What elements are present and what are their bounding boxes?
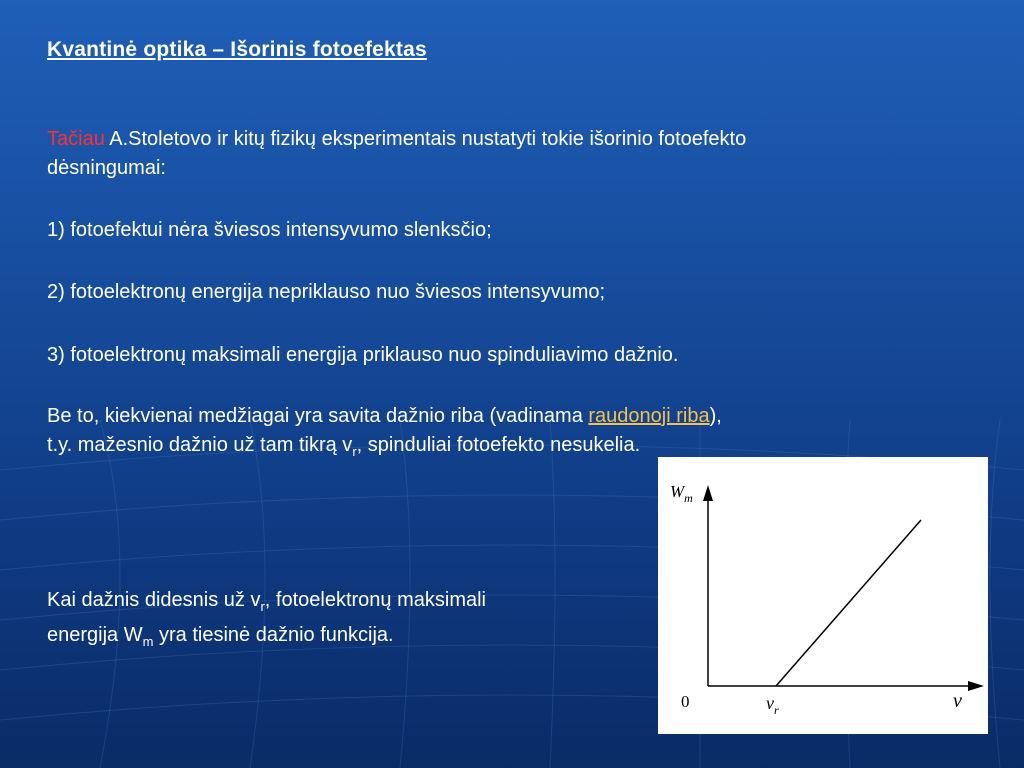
conclusion-paragraph bbox=[47, 586, 486, 656]
law-1: 1) fotoefektui nėra šviesos intensyvumo slenksčio; bbox=[47, 219, 492, 241]
intro-text-line2: dėsningumai: bbox=[47, 157, 166, 179]
threshold-label: $\nu_r$ bbox=[766, 693, 779, 717]
red-limit-line2: t.y. mažesnio dažnio už tam tikrą $v_r$, spinduliai fotoefekto nesukelia. bbox=[47, 434, 641, 459]
intro-highlight: Tačiau bbox=[47, 128, 105, 150]
intro-paragraph bbox=[47, 125, 746, 183]
conclusion-line2: energija $W_m$ yra tiesinė dažnio funkcija. bbox=[47, 624, 394, 649]
graph-svg bbox=[658, 457, 988, 734]
red-limit-text: Be to, kiekvienai medžiagai yra savita dažnio riba (vadinama bbox=[47, 405, 589, 427]
x-axis-label: ν bbox=[953, 690, 962, 712]
y-axis-label: $W_m$ bbox=[670, 482, 693, 505]
slide-title: Kvantinė optika – Išorinis fotoefektas bbox=[47, 38, 427, 61]
law-3: 3) fotoelektronų maksimali energija priklauso nuo spinduliavimo dažnio. bbox=[47, 344, 679, 366]
intro-text: A.Stoletovo ir kitų fizikų eksperimentais nustatyti tokie išorinio fotoefekto bbox=[104, 128, 747, 150]
origin-label: 0 bbox=[681, 692, 690, 711]
conclusion-line1: Kai dažnis didesnis už $v_r$, fotoelektronų maksimali bbox=[47, 589, 486, 614]
law-2: 2) fotoelektronų energija nepriklauso nuo šviesos intensyvumo; bbox=[47, 281, 606, 303]
red-limit-link[interactable]: raudonoji riba bbox=[588, 405, 710, 427]
red-limit-text-end: ), bbox=[709, 405, 722, 427]
y-axis-arrow bbox=[703, 485, 713, 501]
red-limit-paragraph bbox=[47, 402, 722, 466]
energy-line bbox=[776, 520, 921, 686]
x-axis-arrow bbox=[968, 681, 984, 691]
photoeffect-graph bbox=[658, 457, 988, 734]
